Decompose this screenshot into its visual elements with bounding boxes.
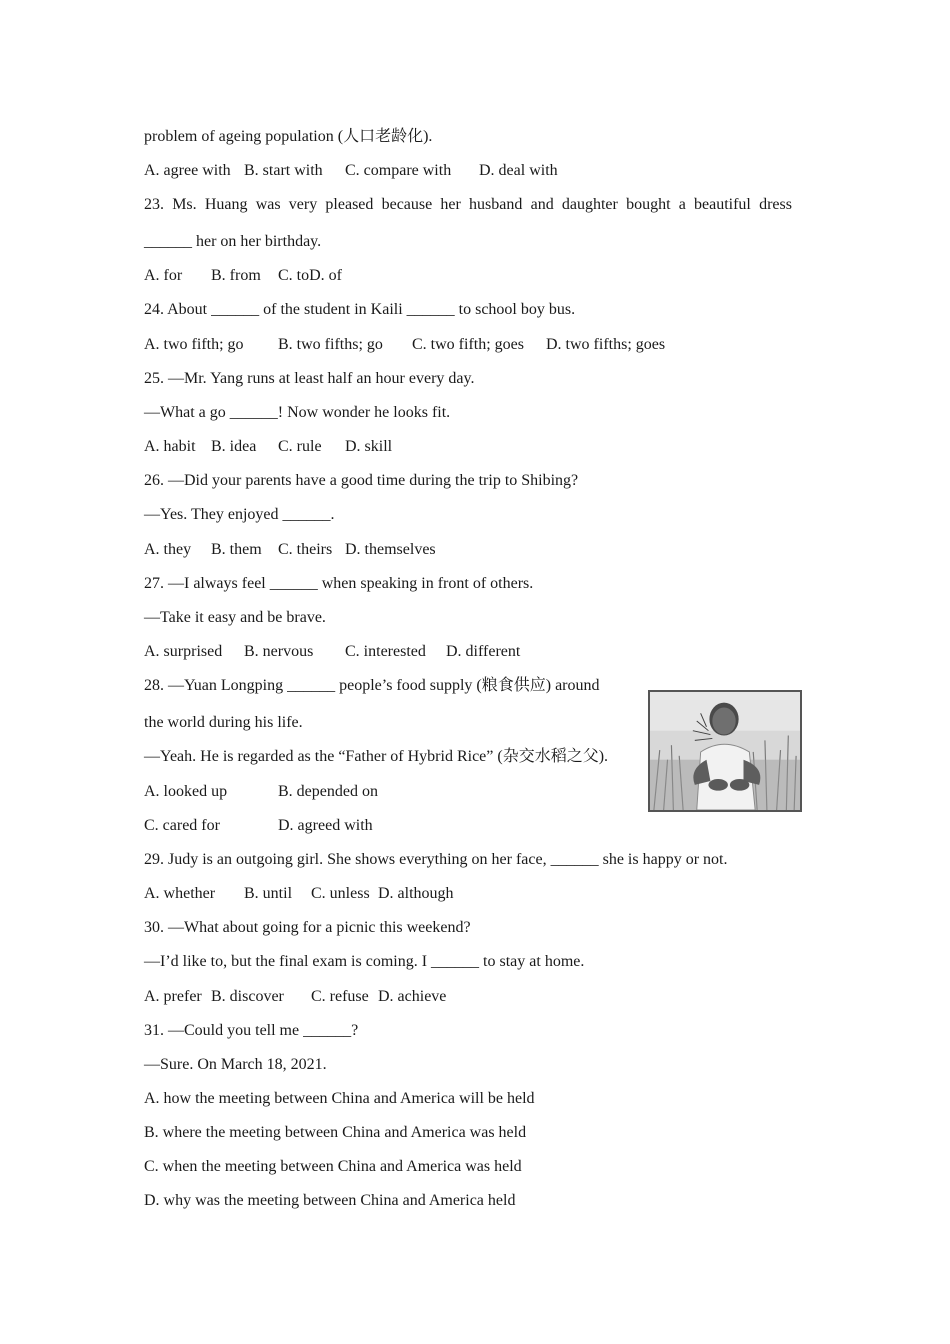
- q30-option-c: C. refuse: [311, 988, 369, 1005]
- q29-option-c: C. unless: [311, 885, 370, 902]
- q28-stem: 28. —Yuan Longping ______ people’s food supply (粮食供应) around: [144, 677, 600, 694]
- q30-option-b: B. discover: [211, 988, 284, 1005]
- q27-option-a: A. surprised: [144, 643, 223, 660]
- q24-option-c: C. two fifth; goes: [412, 336, 524, 353]
- q22-option-a: A. agree with: [144, 162, 231, 179]
- q26-option-b: B. them: [211, 541, 262, 558]
- q23-option-a: A. for: [144, 267, 183, 284]
- q23-stem-end: ______ her on her birthday.: [144, 233, 322, 250]
- q23-option-cd: C. toD. of: [278, 267, 342, 284]
- q22-option-d: D. deal with: [479, 162, 558, 179]
- q25-option-a: A. habit: [144, 438, 196, 455]
- q27-stem: 27. —I always feel ______ when speaking in front of others.: [144, 575, 534, 592]
- q23-option-b: B. from: [211, 267, 261, 284]
- q27-option-c: C. interested: [345, 643, 426, 660]
- q27-option-b: B. nervous: [244, 643, 314, 660]
- q26-option-c: C. theirs: [278, 541, 333, 558]
- q25-stem: 25. —Mr. Yang runs at least half an hour every day.: [144, 370, 475, 387]
- q28-reply: —Yeah. He is regarded as the “Father of Hybrid Rice” (杂交水稻之父).: [144, 748, 609, 765]
- yuan-longping-photo: [648, 690, 802, 812]
- q27-option-d: D. different: [446, 643, 521, 660]
- q28-option-a: A. looked up: [144, 783, 228, 800]
- q31-option-c: C. when the meeting between China and America was held: [144, 1158, 522, 1175]
- q24-option-d: D. two fifths; goes: [546, 336, 666, 353]
- q31-option-d: D. why was the meeting between China and America held: [144, 1192, 516, 1209]
- q27-reply: —Take it easy and be brave.: [144, 609, 326, 626]
- q24-option-b: B. two fifths; go: [278, 336, 383, 353]
- q30-reply: —I’d like to, but the final exam is coming. I ______ to stay at home.: [144, 953, 585, 970]
- q22-stem-end: problem of ageing population (人口老龄化).: [144, 128, 433, 145]
- q26-option-d: D. themselves: [345, 541, 436, 558]
- q25-option-d: D. skill: [345, 438, 393, 455]
- q26-reply: —Yes. They enjoyed ______.: [144, 506, 335, 523]
- q23-stem: [144, 195, 806, 215]
- q28-option-d: D. agreed with: [278, 817, 373, 834]
- q28-option-b: B. depended on: [278, 783, 378, 800]
- q30-option-a: A. prefer: [144, 988, 202, 1005]
- q30-stem: 30. —What about going for a picnic this weekend?: [144, 919, 471, 936]
- q25-option-b: B. idea: [211, 438, 257, 455]
- q31-option-b: B. where the meeting between China and America was held: [144, 1124, 527, 1141]
- q31-reply: —Sure. On March 18, 2021.: [144, 1056, 327, 1073]
- q29-option-a: A. whether: [144, 885, 216, 902]
- q29-stem: 29. Judy is an outgoing girl. She shows everything on her face, ______ she is happy or not.: [144, 851, 728, 868]
- q30-option-d: D. achieve: [378, 988, 447, 1005]
- q23-stem-text: 23. Ms. Huang was very pleased because her husband and daughter bought a beautiful dress: [144, 196, 792, 213]
- q28-option-c: C. cared for: [144, 817, 220, 834]
- q24-option-a: A. two fifth; go: [144, 336, 244, 353]
- q25-option-c: C. rule: [278, 438, 322, 455]
- q26-option-a: A. they: [144, 541, 192, 558]
- q29-option-b: B. until: [244, 885, 293, 902]
- q31-option-a: A. how the meeting between China and America will be held: [144, 1090, 535, 1107]
- q28-stem-end: the world during his life.: [144, 714, 303, 731]
- q26-stem: 26. —Did your parents have a good time during the trip to Shibing?: [144, 472, 579, 489]
- q29-option-d: D. although: [378, 885, 454, 902]
- q22-option-c: C. compare with: [345, 162, 452, 179]
- q24-stem: 24. About ______ of the student in Kaili ______ to school boy bus.: [144, 301, 576, 318]
- q22-option-b: B. start with: [244, 162, 323, 179]
- q25-reply: —What a go ______! Now wonder he looks fit.: [144, 404, 451, 421]
- q31-stem: 31. —Could you tell me ______?: [144, 1022, 359, 1039]
